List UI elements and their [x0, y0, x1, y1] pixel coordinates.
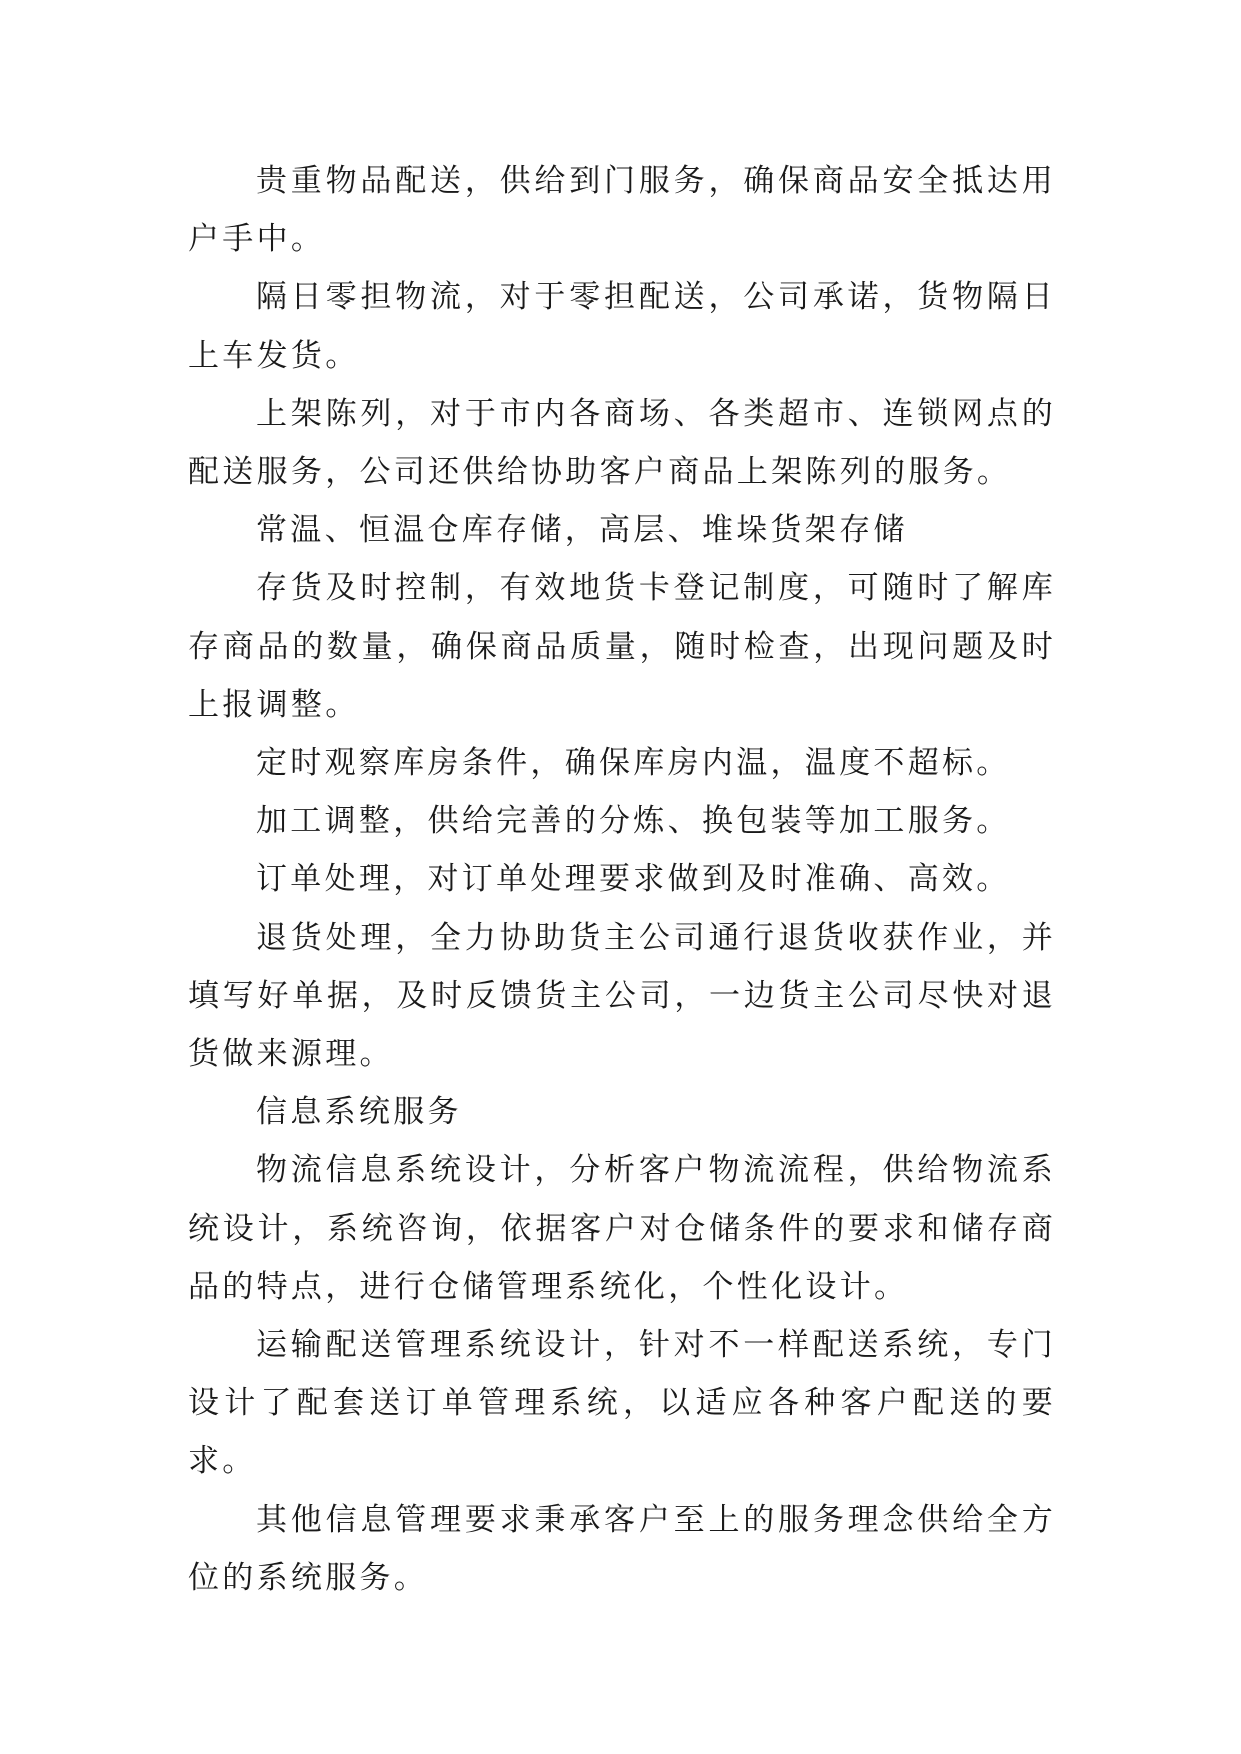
paragraph-storage-conditions: 定时观察库房条件，确保库房内温，温度不超标。	[256, 745, 1011, 782]
paragraph-transport-system-design: 运输配送管理系统设计，针对不一样配送系统，专门设计了配套送订单管理系统，以适应各种客户配送的要求。	[188, 1327, 1056, 1480]
paragraph-next-day-ltl: 隔日零担物流，对于零担配送，公司承诺，货物隔日上车发货。	[188, 279, 1056, 374]
document-body	[188, 152, 1056, 1607]
paragraph-returns-processing: 退货处理，全力协助货主公司通行退货收获作业，并填写好单据，及时反馈货主公司，一边货主公司尽快对退货做来源理。	[188, 919, 1056, 1073]
paragraph-logistics-system-design: 物流信息系统设计，分析客户物流流程，供给物流系统设计，系统咨询，依据客户对仓储条件的要求和储存商品的特点，进行仓储管理系统化，个性化设计。	[188, 1152, 1056, 1305]
paragraph-inventory-control: 存货及时控制，有效地货卡登记制度，可随时了解库存商品的数量，确保商品质量，随时检查，出现问题及时上报调整。	[188, 570, 1056, 723]
paragraph-processing: 加工调整，供给完善的分炼、换包装等加工服务。	[256, 803, 1011, 840]
paragraph-warehouse-storage: 常温、恒温仓库存储，高层、堆垛货架存储	[256, 512, 908, 549]
paragraph-valuables-delivery: 贵重物品配送，供给到门服务，确保商品安全抵达用户手中。	[188, 163, 1056, 258]
paragraph-other-info-management: 其他信息管理要求秉承客户至上的服务理念供给全方位的系统服务。	[188, 1501, 1056, 1596]
paragraph-shelf-display: 上架陈列，对于市内各商场、各类超市、连锁网点的配送服务，公司还供给协助客户商品上架陈列的服务。	[188, 395, 1056, 491]
paragraph-order-processing: 订单处理，对订单处理要求做到及时准确、高效。	[256, 861, 1011, 898]
section-heading-info-systems: 信息系统服务	[256, 1094, 462, 1131]
